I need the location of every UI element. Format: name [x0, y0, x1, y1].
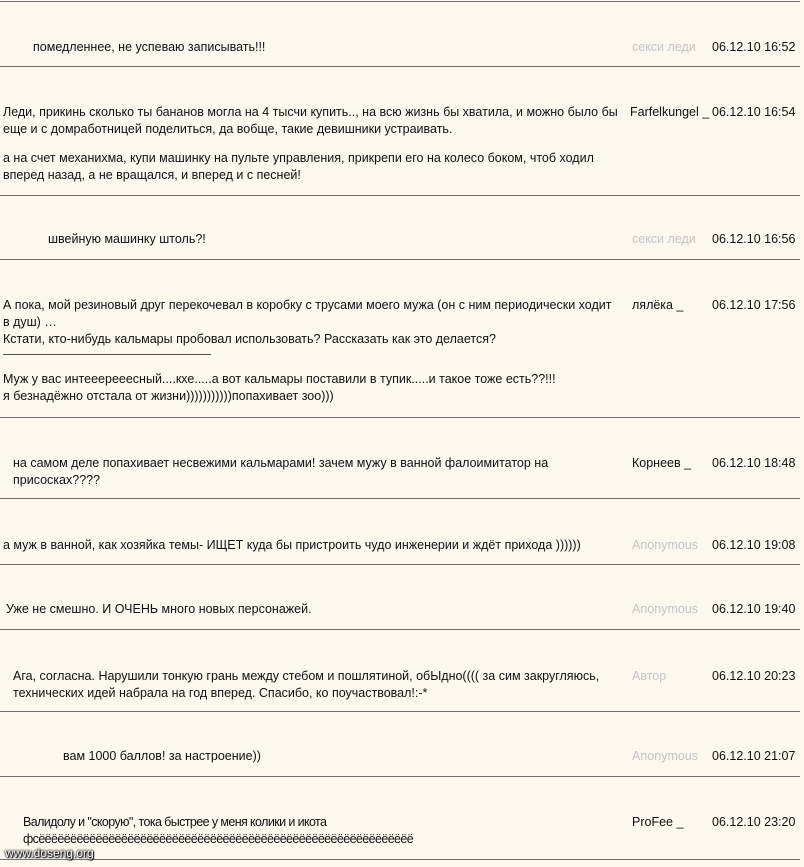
- post-author[interactable]: лялёка _: [632, 298, 684, 312]
- post-date: 06.12.10 21:07: [712, 749, 796, 763]
- post-text: Муж у вас интееерееесный....кхе.....а вот кальмары поставили в тупик.....и такое тоже есть??!!! я безнадёжно отстала от жизни)))))))))))попахивает зоо))): [3, 372, 556, 403]
- post-text: вам 1000 баллов! за настроение)): [63, 749, 261, 763]
- post-divider: [0, 564, 800, 565]
- post-author[interactable]: Anonymous: [632, 749, 699, 763]
- post-date: 06.12.10 19:08: [712, 538, 796, 552]
- post-date: 06.12.10 19:40: [712, 602, 796, 616]
- site-watermark: www.doseng.org: [5, 846, 94, 860]
- post-message: [33, 39, 655, 56]
- post-message: [63, 748, 685, 765]
- post-text: А пока, мой резиновый друг перекочевал в коробку с трусами моего мужа (он с ним периодически ходит в душ) … Кстати, кто-нибудь кальмары пробовал использовать? Рассказать как это делается?: [3, 298, 612, 346]
- post-author[interactable]: секси леди: [632, 232, 696, 246]
- post-text: Леди, прикинь сколько ты бананов могла на 4 тысчи купить.., на всю жизнь бы хватила, и можно было бы еще и с домработницей поделиться, да вобще, такие девишники устраивать.: [3, 105, 618, 136]
- post-divider: [0, 195, 800, 196]
- post-divider: [0, 1, 800, 2]
- post-author[interactable]: секси леди: [632, 40, 696, 54]
- post-divider: [0, 776, 800, 777]
- post-author[interactable]: Anonymous: [632, 602, 699, 616]
- post-message: [23, 814, 623, 848]
- post-divider: [0, 859, 800, 860]
- post-text: а на счет механихма, купи машинку на пульте управления, прикрепи его на колесо боком, чтоб ходил вперед назад, а не вращался, и вперед и с песней!: [3, 151, 594, 182]
- signature-separator: [3, 354, 211, 355]
- post-author[interactable]: ProFee _: [632, 815, 684, 829]
- post-divider: [0, 259, 800, 260]
- post-author[interactable]: Корнеев _: [632, 456, 692, 470]
- post-text: а муж в ванной, как хозяйка темы- ИЩЕТ куда бы пристроить чудо инженерии и ждёт прихода )))))): [3, 538, 581, 552]
- post-text: швейную машинку штоль?!: [48, 232, 206, 246]
- post-divider: [0, 417, 800, 418]
- post-divider: [0, 711, 800, 712]
- post-message: [3, 297, 615, 405]
- post-date: 06.12.10 20:23: [712, 669, 796, 683]
- post-text: на самом деле попахивает несвежими кальмарами! зачем мужу в ванной фалоимитатор на присосках????: [13, 456, 549, 487]
- post-text: помедленнее, не успеваю записывать!!!: [33, 40, 266, 54]
- post-text: Ага, согласна. Нарушили тонкую грань между стебом и пошлятиной, обЫдно(((( за сим закругляюсь, технических идей набрала на год вперед. Спасибо, ко поучаствовал!:-*: [13, 669, 600, 700]
- post-message: [13, 455, 613, 489]
- post-divider: [0, 498, 800, 499]
- post-date: 06.12.10 16:54: [712, 105, 796, 119]
- post-date: 06.12.10 16:52: [712, 40, 796, 54]
- post-divider: [0, 629, 800, 630]
- post-author[interactable]: Anonymous: [632, 538, 699, 552]
- post-message: [48, 231, 670, 248]
- post-author[interactable]: Автор: [632, 669, 667, 683]
- post-date: 06.12.10 16:56: [712, 232, 796, 246]
- post-date: 06.12.10 17:56: [712, 298, 796, 312]
- post-message: [3, 537, 625, 554]
- post-message: [3, 104, 625, 184]
- post-divider: [0, 66, 800, 67]
- post-message: [6, 601, 628, 618]
- post-author[interactable]: Farfelkungel _: [630, 105, 710, 119]
- post-date: 06.12.10 18:48: [712, 456, 796, 470]
- post-message: [13, 668, 625, 702]
- post-text: Валидолу и "скорую", тока быстрее у меня колики и икота фсёёёёёёёёёёёёёёёёёёёёёёёёёёёёёёёёёёёёёёёёёёёёёёёёёёёёёёёёёёё: [23, 815, 414, 846]
- post-date: 06.12.10 23:20: [712, 815, 796, 829]
- post-text: Уже не смешно. И ОЧЕНЬ много новых персонажей.: [6, 602, 312, 616]
